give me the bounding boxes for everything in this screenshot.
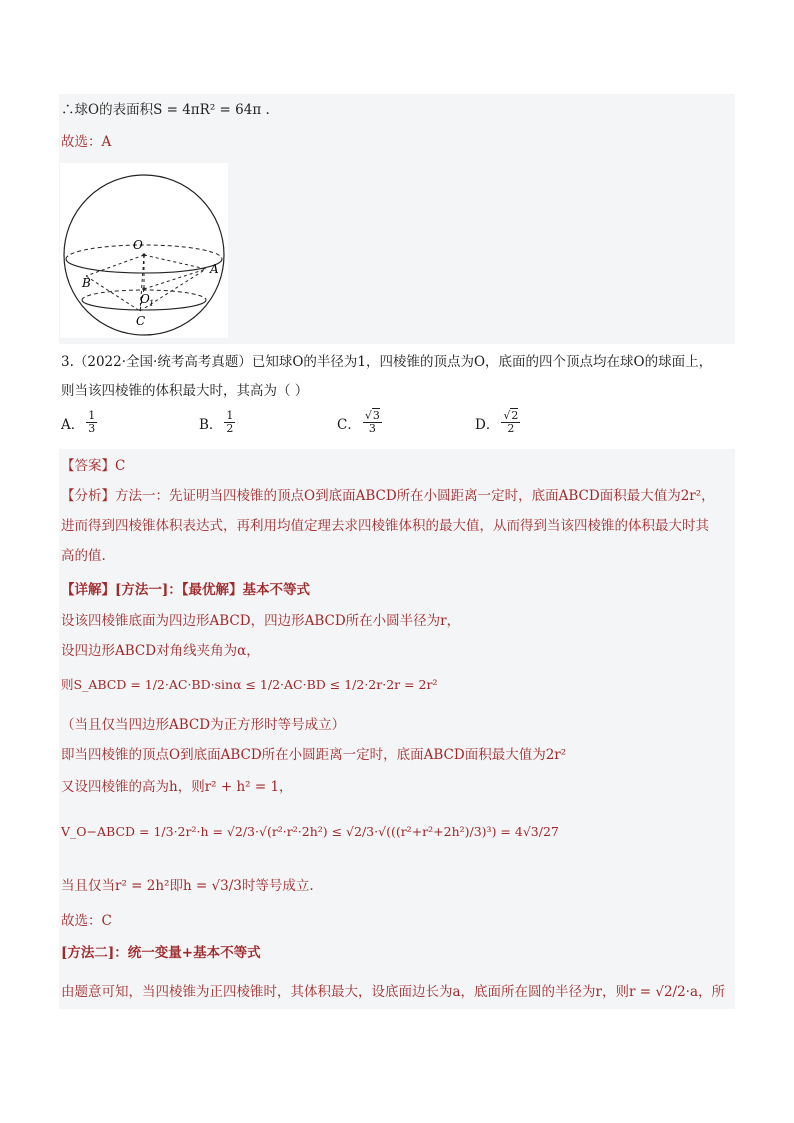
option-b-den: 2 bbox=[226, 422, 234, 435]
analysis-line-1 bbox=[61, 486, 715, 506]
surface-area-text: ∴球O的表面积S = 4πR² = 64π . bbox=[61, 102, 270, 118]
radius-o-a bbox=[144, 255, 206, 269]
label-o: O bbox=[133, 238, 143, 252]
method1-answer: 故选：C bbox=[61, 913, 112, 929]
method1-title: [方法一]：【最优解】基本不等式 bbox=[115, 582, 311, 598]
method2-line-1: 由题意可知，当四棱锥为正四棱锥时，其体积最大，设底面边长为a，底面所在圆的半径为r，则r = √2/2·a，所 bbox=[61, 984, 726, 1000]
option-a[interactable] bbox=[61, 410, 99, 435]
option-b-letter: B． bbox=[199, 416, 223, 433]
method1-line-3: 则S_ABCD = 1/2·AC·BD·sinα ≤ 1/2·AC·BD ≤ 1/2·2r·2r = 2r² bbox=[61, 677, 438, 692]
label-a: A bbox=[210, 262, 219, 276]
option-c-num: √3 bbox=[364, 409, 380, 422]
analysis-text-1: 方法一：先证明当四棱锥的顶点O到底面ABCD所在小圆距离一定时，底面ABCD面积最大值为2r²， bbox=[115, 488, 715, 504]
option-d-radicand: 2 bbox=[511, 409, 519, 422]
method2-title: [方法二]：统一变量+基本不等式 bbox=[61, 945, 261, 961]
option-c-den: 3 bbox=[368, 422, 376, 435]
option-b-num: 1 bbox=[226, 409, 234, 422]
option-a-den: 3 bbox=[88, 422, 96, 435]
analysis-tag: 【分析】 bbox=[61, 488, 115, 504]
answer-tag: 【答案】C bbox=[61, 458, 126, 474]
question-source: 3.（2022·全国·统考高考真题） bbox=[61, 354, 252, 370]
option-d-num: √2 bbox=[503, 409, 519, 422]
label-c: C bbox=[136, 314, 146, 328]
question-text-1: 已知球O的半径为1，四棱锥的顶点为O，底面的四个顶点均在球O的球面上， bbox=[251, 354, 713, 370]
method1-line-8: 当且仅当r² = 2h²即h = √3/3时等号成立. bbox=[61, 878, 314, 894]
method1-line-2: 设四边形ABCD对角线夹角为α， bbox=[61, 643, 260, 659]
label-o1-sub: 1 bbox=[149, 299, 155, 308]
option-a-num: 1 bbox=[88, 409, 96, 422]
option-d[interactable] bbox=[475, 410, 522, 435]
option-d-letter: D． bbox=[475, 416, 500, 433]
sphere-surface-area-line bbox=[61, 100, 270, 120]
option-a-fraction bbox=[86, 410, 97, 435]
option-a-letter: A． bbox=[61, 416, 85, 433]
detail-line bbox=[61, 580, 310, 600]
analysis-line-2: 进而得到四棱锥体积表达式，再利用均值定理去求四棱锥体积的最大值，从而得到当该四棱锥的体积最大时其 bbox=[61, 518, 709, 534]
method1-line-5: 即当四棱锥的顶点O到底面ABCD所在小圆距离一定时，底面ABCD面积最大值为2r² bbox=[61, 747, 567, 763]
label-b: B bbox=[82, 276, 91, 290]
method1-line-7: V_O−ABCD = 1/3·2r²·h = √2/3·√(r²·r²·2h²) ≤ √2/3·√(((r²+r²+2h²)/3)³) = 4√3/27 bbox=[61, 824, 559, 839]
detail-tag: 【详解】 bbox=[61, 582, 115, 598]
sphere-figure bbox=[60, 163, 228, 338]
answer-a-line: 故选：A bbox=[61, 134, 112, 150]
option-c-letter: C． bbox=[337, 416, 361, 433]
method1-line-6: 又设四棱锥的高为h，则r² + h² = 1， bbox=[61, 779, 293, 795]
question-line-2: 则当该四棱锥的体积最大时，其高为（ ） bbox=[61, 383, 309, 399]
sphere-diagram bbox=[60, 163, 228, 338]
method1-line-1: 设该四棱锥底面为四边形ABCD，四边形ABCD所在小圆半径为r， bbox=[61, 613, 461, 629]
option-d-fraction bbox=[501, 410, 520, 435]
label-o1: O bbox=[140, 292, 150, 306]
option-c-radicand: 3 bbox=[372, 409, 380, 422]
option-b-fraction bbox=[224, 410, 235, 435]
analysis-line-3: 高的值. bbox=[61, 548, 106, 564]
method1-line-4: （当且仅当四边形ABCD为正方形时等号成立） bbox=[61, 717, 346, 733]
option-c-fraction bbox=[363, 410, 382, 435]
option-c[interactable] bbox=[337, 410, 384, 435]
point-o1 bbox=[142, 287, 145, 290]
option-d-den: 2 bbox=[507, 422, 515, 435]
question-line-1 bbox=[61, 352, 712, 372]
point-o bbox=[142, 253, 145, 256]
option-b[interactable] bbox=[199, 410, 237, 435]
